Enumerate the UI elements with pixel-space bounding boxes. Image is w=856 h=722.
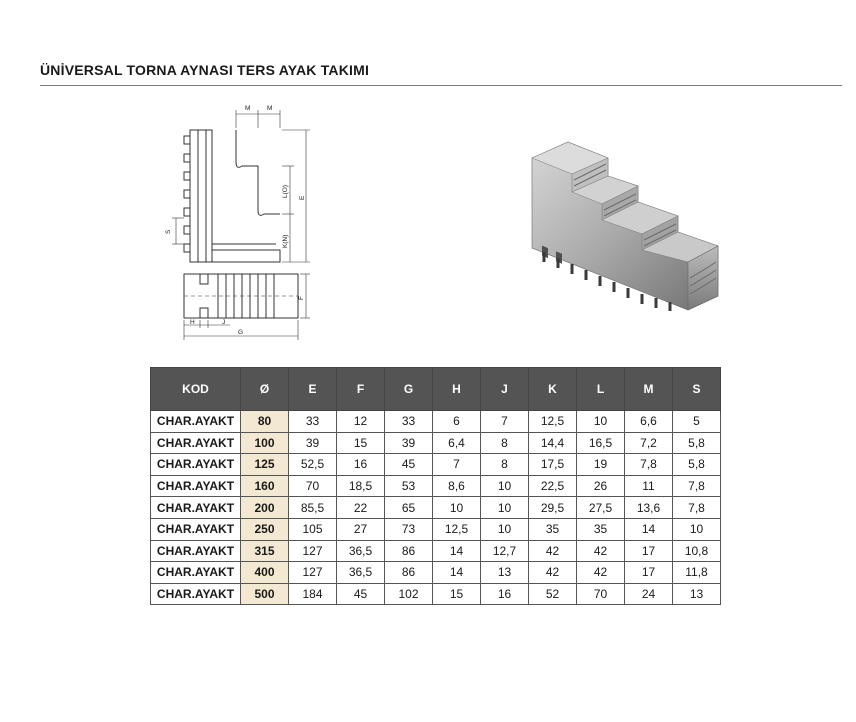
cell-k: 17,5 [529,454,577,476]
cell-j: 12,7 [481,540,529,562]
cell-g: 65 [385,497,433,519]
cell-g: 33 [385,411,433,433]
dim-m-label-1: M [245,105,251,112]
cell-f: 45 [337,583,385,605]
cell-l: 27,5 [577,497,625,519]
cell-f: 27 [337,518,385,540]
cell-m: 24 [625,583,673,605]
cell-diameter: 125 [241,454,289,476]
table-row [151,454,721,476]
cell-l: 42 [577,540,625,562]
cell-g: 73 [385,518,433,540]
cell-s: 10 [673,518,721,540]
cell-g: 86 [385,562,433,584]
dim-g-label: G [238,329,244,336]
cell-f: 36,5 [337,540,385,562]
cell-k: 42 [529,540,577,562]
cell-k: 14,4 [529,432,577,454]
cell-j: 8 [481,454,529,476]
cell-diameter: 200 [241,497,289,519]
dim-m-label-2: M [267,105,273,112]
dim-s-label: S [165,229,172,234]
col-header-s: S [673,368,721,411]
cell-s: 5,8 [673,454,721,476]
cell-h: 6 [433,411,481,433]
cell-j: 10 [481,497,529,519]
cell-m: 17 [625,540,673,562]
col-header-f: F [337,368,385,411]
cell-l: 19 [577,454,625,476]
cell-s: 7,8 [673,497,721,519]
cell-j: 13 [481,562,529,584]
col-header-j: J [481,368,529,411]
cell-j: 10 [481,475,529,497]
cell-k: 35 [529,518,577,540]
table-row [151,497,721,519]
jaw-side-view [190,130,280,262]
cell-f: 36,5 [337,562,385,584]
dim-k-label: K(N) [282,234,289,248]
cell-f: 22 [337,497,385,519]
jaw-product-image [528,128,728,313]
cell-j: 8 [481,432,529,454]
col-header-e: E [289,368,337,411]
cell-kod: CHAR.AYAKT [151,411,241,433]
cell-l: 35 [577,518,625,540]
cell-e: 70 [289,475,337,497]
cell-j: 7 [481,411,529,433]
table-row [151,518,721,540]
cell-f: 16 [337,454,385,476]
cell-kod: CHAR.AYAKT [151,432,241,454]
cell-h: 14 [433,562,481,584]
cell-j: 10 [481,518,529,540]
table-row [151,432,721,454]
table-header-row [151,368,721,411]
cell-e: 33 [289,411,337,433]
cell-l: 16,5 [577,432,625,454]
cell-diameter: 400 [241,562,289,584]
cell-l: 26 [577,475,625,497]
cell-k: 22,5 [529,475,577,497]
cell-e: 127 [289,562,337,584]
cell-s: 13 [673,583,721,605]
cell-kod: CHAR.AYAKT [151,454,241,476]
cell-g: 45 [385,454,433,476]
dim-f-label: F [298,296,305,300]
cell-s: 7,8 [673,475,721,497]
table-row [151,475,721,497]
col-header-m: M [625,368,673,411]
cell-diameter: 250 [241,518,289,540]
cell-m: 14 [625,518,673,540]
cell-kod: CHAR.AYAKT [151,540,241,562]
technical-drawing [160,100,320,345]
dim-j-label: J [222,319,226,326]
col-header-g: G [385,368,433,411]
cell-kod: CHAR.AYAKT [151,583,241,605]
title-divider [40,85,842,86]
cell-h: 12,5 [433,518,481,540]
cell-m: 13,6 [625,497,673,519]
cell-e: 105 [289,518,337,540]
cell-g: 102 [385,583,433,605]
cell-e: 85,5 [289,497,337,519]
cell-h: 14 [433,540,481,562]
cell-m: 11 [625,475,673,497]
cell-g: 39 [385,432,433,454]
dimensions-table [150,367,721,605]
cell-l: 42 [577,562,625,584]
cell-diameter: 315 [241,540,289,562]
table-row [151,583,721,605]
dim-e-label: E [299,195,306,200]
cell-kod: CHAR.AYAKT [151,518,241,540]
cell-s: 5,8 [673,432,721,454]
cell-h: 7 [433,454,481,476]
col-header-h: H [433,368,481,411]
cell-m: 6,6 [625,411,673,433]
cell-f: 15 [337,432,385,454]
col-header-l: L [577,368,625,411]
cell-l: 10 [577,411,625,433]
cell-s: 11,8 [673,562,721,584]
cell-e: 127 [289,540,337,562]
page-title: ÜNİVERSAL TORNA AYNASI TERS AYAK TAKIMI [40,62,370,78]
cell-m: 17 [625,562,673,584]
cell-j: 16 [481,583,529,605]
cell-diameter: 500 [241,583,289,605]
col-header-kod: KOD [151,368,241,411]
cell-diameter: 160 [241,475,289,497]
col-header-k: K [529,368,577,411]
table-row [151,562,721,584]
cell-h: 10 [433,497,481,519]
cell-g: 53 [385,475,433,497]
cell-kod: CHAR.AYAKT [151,497,241,519]
cell-h: 15 [433,583,481,605]
cell-k: 29,5 [529,497,577,519]
cell-h: 6,4 [433,432,481,454]
cell-e: 52,5 [289,454,337,476]
cell-k: 12,5 [529,411,577,433]
cell-g: 86 [385,540,433,562]
cell-e: 39 [289,432,337,454]
cell-e: 184 [289,583,337,605]
table-row [151,411,721,433]
cell-m: 7,2 [625,432,673,454]
cell-f: 18,5 [337,475,385,497]
col-header-diameter: Ø [241,368,289,411]
cell-s: 5 [673,411,721,433]
cell-k: 42 [529,562,577,584]
cell-k: 52 [529,583,577,605]
cell-s: 10,8 [673,540,721,562]
dim-l-label: L(O) [282,185,289,198]
cell-diameter: 100 [241,432,289,454]
cell-m: 7,8 [625,454,673,476]
cell-diameter: 80 [241,411,289,433]
cell-h: 8,6 [433,475,481,497]
cell-kod: CHAR.AYAKT [151,475,241,497]
table-row [151,540,721,562]
cell-f: 12 [337,411,385,433]
cell-l: 70 [577,583,625,605]
dim-h-label: H [190,319,195,326]
cell-kod: CHAR.AYAKT [151,562,241,584]
